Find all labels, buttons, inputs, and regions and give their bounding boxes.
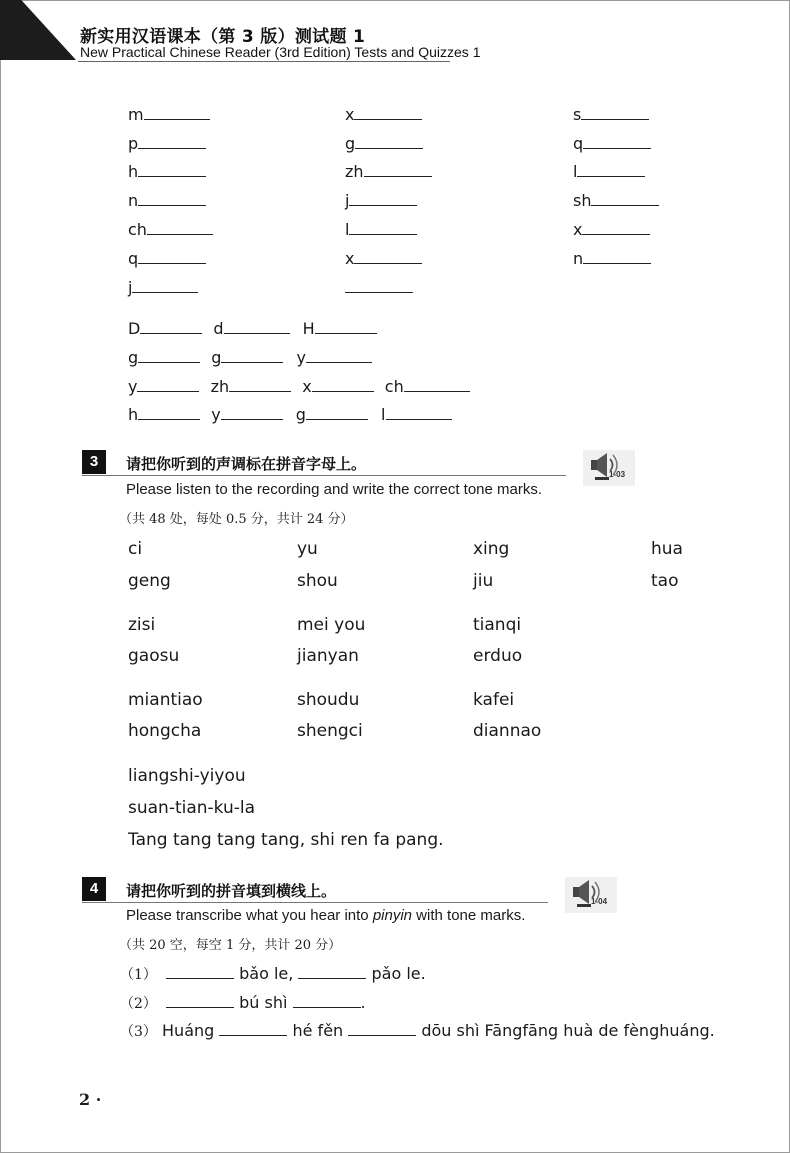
pinyin-word: hongcha xyxy=(128,721,202,741)
question-2: （2） bú shì . xyxy=(120,993,366,1012)
pinyin-word: yu xyxy=(297,539,318,559)
audio-track-label: 1-04 xyxy=(591,897,608,906)
audio-track-label: 1-03 xyxy=(609,470,626,479)
header-rule xyxy=(78,61,450,62)
letter-row: h y g l xyxy=(128,404,452,425)
speaker-icon xyxy=(565,877,617,913)
question-3: （3） Huáng hé fěn dōu shì Fāngfāng huà de fènghuáng. xyxy=(120,1021,715,1040)
question-1: （1） bǎo le, pǎo le. xyxy=(120,964,426,983)
initial-item: g xyxy=(345,133,423,154)
initial-item: n xyxy=(128,190,206,211)
initial-item: h xyxy=(128,161,206,182)
question-number: （3） xyxy=(120,1024,157,1040)
section-4-number: 4 xyxy=(82,877,106,901)
pinyin-word: erduo xyxy=(473,646,523,666)
initial-item: l xyxy=(573,161,645,182)
pinyin-word: shengci xyxy=(297,721,363,741)
audio-track-icon xyxy=(565,877,617,913)
header-title: 新实用汉语课本（第 3 版）测试题 1 xyxy=(80,27,366,47)
pinyin-word: xing xyxy=(473,539,510,559)
section-3-title-en: Please listen to the recording and write the correct tone marks. xyxy=(126,481,543,498)
letter-row: y zh x ch xyxy=(128,376,470,397)
initial-item xyxy=(345,277,413,298)
pinyin-word: hua xyxy=(651,539,683,559)
section-4-title-zh: 请把你听到的拼音填到横线上。 xyxy=(126,882,337,900)
letter-row: D d H xyxy=(128,318,377,339)
initial-item: ch xyxy=(128,219,213,240)
pinyin-word: kafei xyxy=(473,690,515,710)
pinyin-word: diannao xyxy=(473,721,542,741)
initial-item: q xyxy=(573,133,651,154)
pinyin-word: miantiao xyxy=(128,690,203,710)
pinyin-word: jiu xyxy=(473,571,494,591)
initial-item: s xyxy=(573,104,649,125)
pinyin-word: geng xyxy=(128,571,171,591)
section-3-score: （共 48 处，每处 0.5 分，共计 24 分） xyxy=(119,512,354,527)
section-4-title-en: Please transcribe what you hear into pinyin with tone marks. xyxy=(126,907,526,924)
pinyin-phrase: suan-tian-ku-la xyxy=(128,798,256,818)
initial-item: x xyxy=(345,248,422,269)
pinyin-word: tianqi xyxy=(473,615,522,635)
initial-item: n xyxy=(573,248,651,269)
initial-item: zh xyxy=(345,161,432,182)
section-4-rule xyxy=(82,902,548,903)
pinyin-word: jianyan xyxy=(297,646,359,666)
initial-item: p xyxy=(128,133,206,154)
pinyin-phrase: Tang tang tang tang, shi ren fa pang. xyxy=(128,830,444,850)
initial-item: q xyxy=(128,248,206,269)
pinyin-word: gaosu xyxy=(128,646,180,666)
section-3-number: 3 xyxy=(82,450,106,474)
initial-item: j xyxy=(128,277,198,298)
pinyin-phrase: liangshi-yiyou xyxy=(128,766,246,786)
audio-track-icon xyxy=(583,450,635,486)
initial-item: l xyxy=(345,219,417,240)
pinyin-word: mei you xyxy=(297,615,366,635)
section-4-score: （共 20 空，每空 1 分，共计 20 分） xyxy=(119,938,342,953)
header-subtitle: New Practical Chinese Reader (3rd Edition) Tests and Quizzes 1 xyxy=(80,44,481,60)
question-number: （1） xyxy=(120,967,157,983)
pinyin-word: ci xyxy=(128,539,143,559)
pinyin-word: zisi xyxy=(128,615,156,635)
initial-item: x xyxy=(345,104,422,125)
initial-item: x xyxy=(573,219,650,240)
initial-item: m xyxy=(128,104,210,125)
section-3-rule xyxy=(82,475,566,476)
pinyin-word: tao xyxy=(651,571,679,591)
letter-row: g g y xyxy=(128,347,372,368)
initial-item: j xyxy=(345,190,417,211)
question-number: （2） xyxy=(120,996,157,1012)
pinyin-word: shou xyxy=(297,571,338,591)
section-3-title-zh: 请把你听到的声调标在拼音字母上。 xyxy=(126,455,367,473)
initial-item: sh xyxy=(573,190,659,211)
pinyin-word: shoudu xyxy=(297,690,360,710)
page-number: 2 · xyxy=(79,1090,102,1109)
speaker-icon xyxy=(583,450,635,486)
